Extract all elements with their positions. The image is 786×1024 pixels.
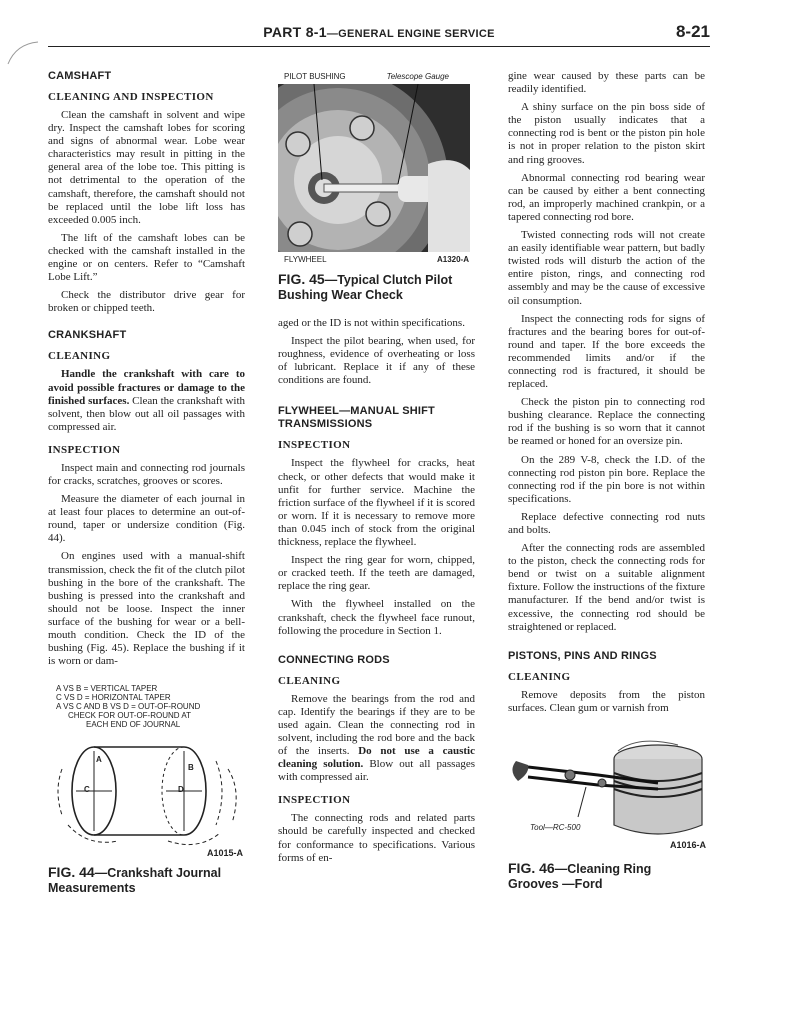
paragraph: Check the distributor drive gear for broken or chipped teeth. xyxy=(48,289,245,315)
column-3 xyxy=(508,70,705,902)
figure-title: —Typical Clutch Pilot Bushing Wear Check xyxy=(278,273,453,302)
label-d: D xyxy=(178,785,184,795)
paragraph: A shiny surface on the pin boss side of the piston usually indicates that a connecting rod is bent or the piston pin hole is not in proper relation to the piston skirt and ring grooves. xyxy=(508,101,705,166)
figure-45 xyxy=(278,72,475,303)
figure-number: FIG. 46 xyxy=(508,859,555,876)
section-heading-camshaft: CAMSHAFT xyxy=(48,70,112,82)
legend-line: A VS C AND B VS D = OUT-OF-ROUND xyxy=(56,702,201,712)
section-heading-flywheel: FLYWHEEL—MANUAL SHIFT TRANSMISSIONS xyxy=(278,405,435,431)
label-pilot-bushing: PILOT BUSHING xyxy=(284,72,346,81)
figure-code: A1016-A xyxy=(669,839,706,850)
paragraph: Inspect the pilot bearing, when used, for roughness, evidence of overheating or loss of lubricant. Replace it if any of these conditions are found. xyxy=(278,335,475,387)
paragraph: Inspect main and connecting rod journals for cracks, scratches, grooves or scores. xyxy=(48,461,245,487)
bold-warning: Do not use a caustic cleaning solution. xyxy=(278,745,475,771)
figure-caption xyxy=(278,272,475,303)
subheading-cleaning: CLEANING xyxy=(278,674,341,687)
legend-line: CHECK FOR OUT-OF-ROUND AT xyxy=(68,711,191,721)
figure-top-labels xyxy=(278,72,475,84)
subheading-inspection: INSPECTION xyxy=(278,794,351,807)
paragraph: Remove deposits from the piston surfaces. Clean gum or varnish from xyxy=(508,688,705,714)
flywheel-illustration xyxy=(278,84,470,252)
legend-line: C VS D = HORIZONTAL TAPER xyxy=(56,693,171,703)
paragraph-rest: Clean the crankshaft with solvent, then blow out all oil passages with compressed air. xyxy=(48,394,246,433)
figure-number: FIG. 45 xyxy=(278,271,325,287)
header-title: PART 8-1—GENERAL ENGINE SERVICE xyxy=(263,24,495,40)
flywheel-photo xyxy=(278,84,470,252)
paragraph: Replace defective connecting rod nuts and bolts. xyxy=(508,510,705,536)
section-heading-connecting-rods: CONNECTING RODS xyxy=(278,653,390,666)
label-a: A xyxy=(96,755,102,765)
figure-46 xyxy=(508,725,705,892)
column-1 xyxy=(48,70,245,906)
paragraph: Twisted connecting rods will not create an easily identifiable wear pattern, but badly twisted rods will disturb the action of the entire piston, rings, and connecting rod assembly and may be the cause of excessive oil consumption. xyxy=(508,229,705,307)
header-section-title: GENERAL ENGINE SERVICE xyxy=(338,28,495,40)
label-flywheel: FLYWHEEL xyxy=(284,255,327,264)
figure-44 xyxy=(48,684,245,896)
page-header xyxy=(48,22,710,47)
paragraph: With the flywheel installed on the crankshaft, check the flywheel face runout, following the procedure in Section 1. xyxy=(278,598,475,637)
section-heading-pistons: PISTONS, PINS AND RINGS xyxy=(508,649,657,662)
legend-line: EACH END OF JOURNAL xyxy=(86,720,181,730)
paragraph: Measure the diameter of each journal in at least four places to determine an out-of-round, taper or undersize condition (Fig. 44). xyxy=(48,493,245,545)
corner-fold-mark xyxy=(6,40,40,66)
paragraph xyxy=(48,368,245,433)
paragraph-part: Remove the bearings from the rod and cap. Identify the bearings if they are to be used again. Clean the connecting rod in solvent, including the rod bore and the back of the inserts. xyxy=(278,692,475,758)
subheading-inspection: INSPECTION xyxy=(48,443,121,456)
paragraph: Abnormal connecting rod bearing wear can be caused by either a bent connecting rod, an improperly machined crankpin, or a tapered connecting rod bore. xyxy=(508,171,705,223)
ring-groove-cleaner-drawing xyxy=(508,725,708,855)
journal-diagram xyxy=(48,729,245,861)
figure-bottom-labels xyxy=(278,252,475,264)
subheading-cleaning: CLEANING xyxy=(508,670,571,683)
journal-cylinder-drawing xyxy=(48,729,245,861)
column-2 xyxy=(278,72,475,870)
label-tool: Tool—RC-500 xyxy=(530,822,581,832)
paragraph xyxy=(278,693,475,785)
paragraph: On the 289 V-8, check the I.D. of the connecting rod piston pin bore. Replace the connecting rod if the pin bore is not within specifications. xyxy=(508,453,705,505)
figure-caption xyxy=(508,861,705,892)
paragraph: The connecting rods and related parts should be carefully inspected and checked for conformance to specifications. Various forms of en- xyxy=(278,812,475,864)
figure-number: FIG. 44 xyxy=(48,864,95,881)
paragraph: On engines used with a manual-shift transmission, check the fit of the clutch pilot bushing in the bore of the crankshaft. The bushing is pressed into the crankshaft and should not be loose. Inspect the inner surface of the bushing for wear or a bell-mouth condition. Check the ID of the bushing (Fig. 45). Replace the bushing if it is worn or dam- xyxy=(48,550,245,668)
subheading-inspection: INSPECTION xyxy=(278,439,351,452)
subheading-cleaning: CLEANING xyxy=(48,350,111,363)
legend-line: A VS B = VERTICAL TAPER xyxy=(56,684,158,694)
paragraph: aged or the ID is not within specifications. xyxy=(278,317,465,329)
label-telescope-gauge: Telescope Gauge xyxy=(386,72,449,81)
page-number: 8-21 xyxy=(675,22,710,41)
header-part: PART 8-1 xyxy=(263,24,327,40)
label-c: C xyxy=(84,785,90,795)
figure-title: —Cleaning Ring Grooves —Ford xyxy=(508,861,652,891)
paragraph: gine wear caused by these parts can be readily identified. xyxy=(508,70,705,96)
figure-caption xyxy=(48,865,245,896)
bold-warning: Handle the crankshaft with care to avoid possible fractures or damage to the finished surfaces. xyxy=(48,368,245,407)
subheading-cleaning-inspection: CLEANING AND INSPECTION xyxy=(48,91,214,103)
paragraph: Inspect the connecting rods for signs of fractures and the bearing bores for out-of-round and taper. If the bore exceeds the recommended limits and/or if the connecting rod is fractured, it should be replaced. xyxy=(508,312,705,391)
figure-code: A1015-A xyxy=(206,848,243,859)
paragraph: Clean the camshaft in solvent and wipe dry. Inspect the camshaft lobes for scoring and signs of abnormal wear. Lobe wear characteristics may result in pitting in the general area of the lobe toe. This pitting is not detrimental to the operation of the camshaft, therefore, the camshaft should not be replaced until the lobe lift loss has exceeded 0.005 inch. xyxy=(48,109,245,226)
paragraph: The lift of the camshaft lobes can be checked with the camshaft installed in the engine or on centers. Refer to “Camshaft Lobe Lift.” xyxy=(48,231,245,284)
label-b: B xyxy=(188,763,194,773)
figure-legend xyxy=(48,684,245,729)
paragraph: After the connecting rods are assembled to the piston, check the connecting rods for bend or twist on a suitable alignment fixture. Follow the instructions of the fixture manufacturer. If the bend and/or twist is excessive, the connecting rod should be straightened or replaced. xyxy=(508,542,705,633)
figure-code: A1320-A xyxy=(436,255,469,264)
paragraph: Check the piston pin to connecting rod bushing clearance. Replace the connecting rod if the bushing is so worn that it cannot be reamed or honed for an oversize pin. xyxy=(508,396,705,448)
figure-title: —Crankshaft Journal Measurements xyxy=(48,866,222,896)
paragraph-part: Blow out all passages with compressed air. xyxy=(278,758,475,784)
paragraph: Inspect the flywheel for cracks, heat check, or other defects that would make it unfit for further service. Machine the friction surface of the flywheel if it is scored or worn. If it is necessary to remove more than 0.045 inch of stock from the original thickness, replace the flywheel. xyxy=(278,457,475,549)
paragraph: Inspect the ring gear for worn, chipped, or cracked teeth. If the teeth are damaged, replace the ring gear. xyxy=(278,554,475,593)
section-heading-crankshaft: CRANKSHAFT xyxy=(48,329,127,342)
piston-tool-diagram xyxy=(508,725,708,855)
